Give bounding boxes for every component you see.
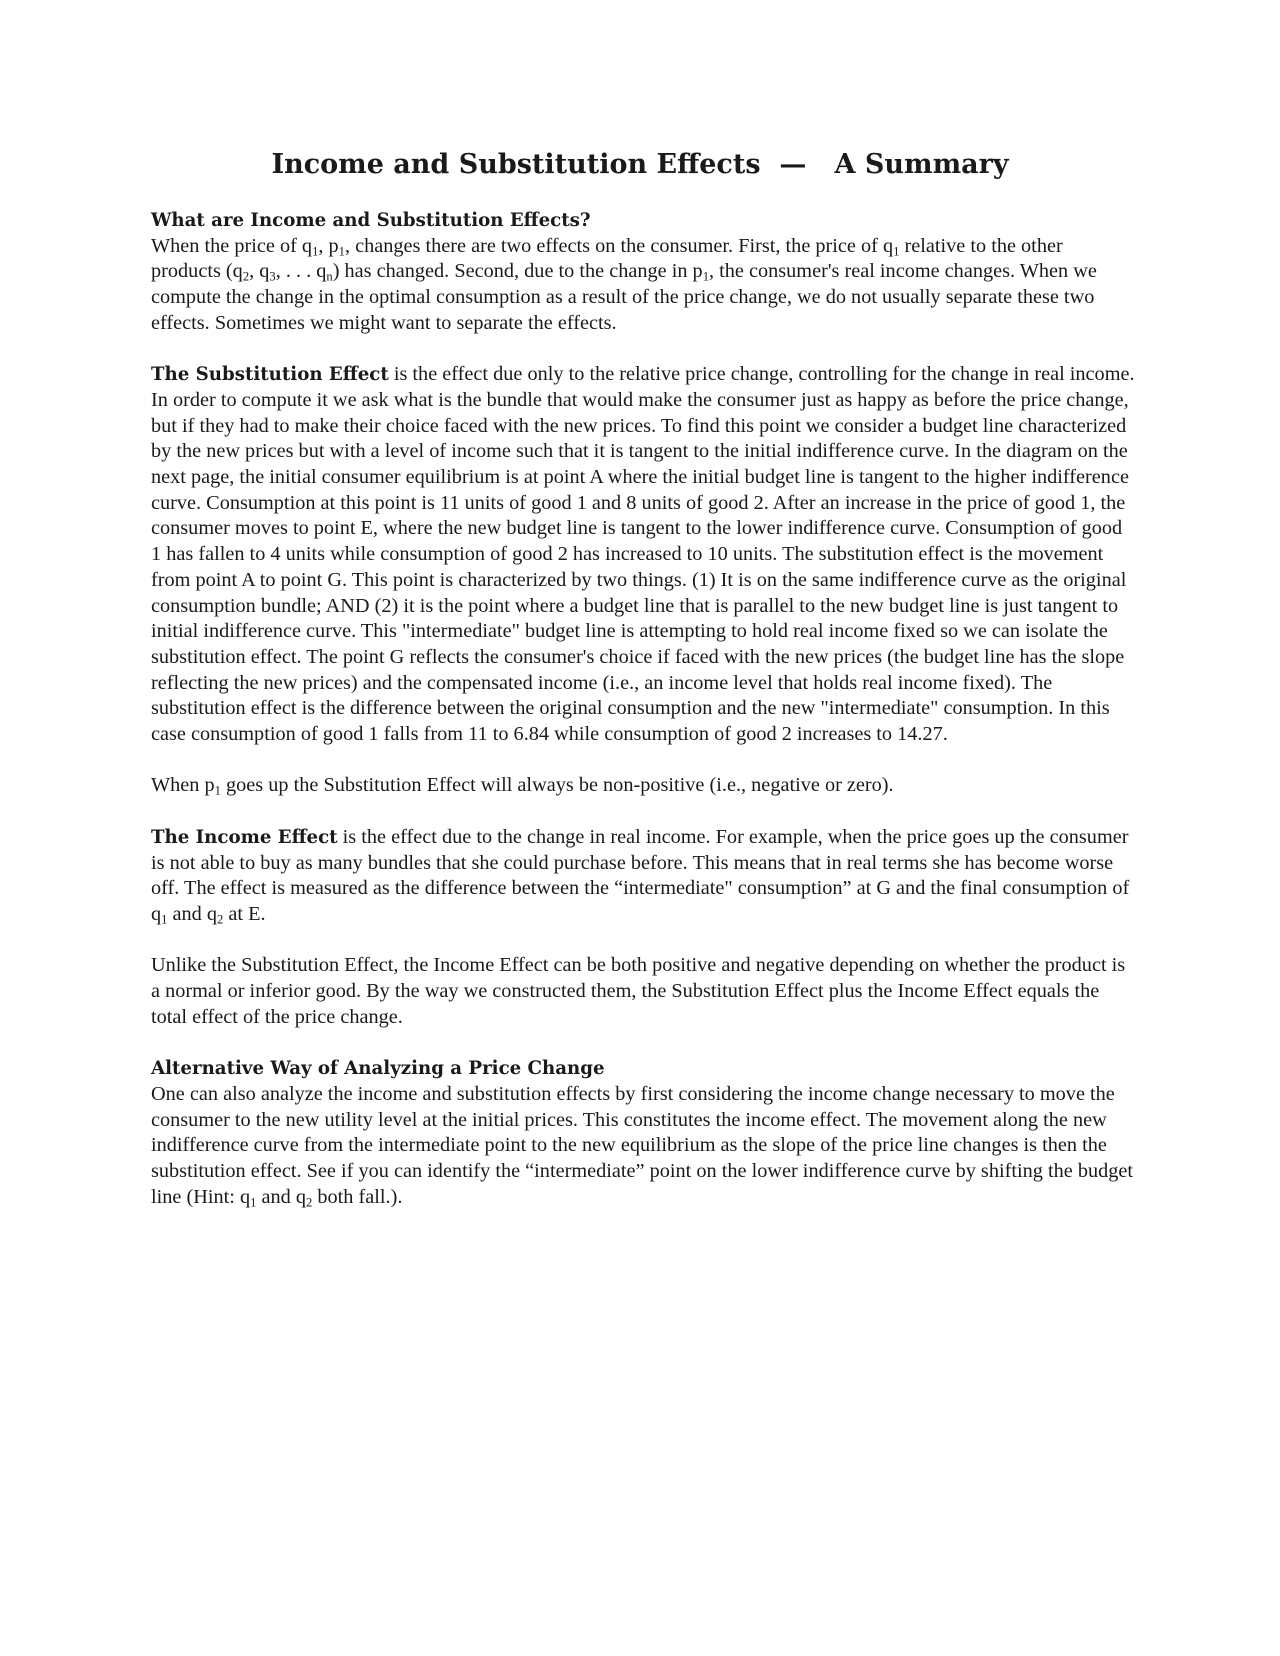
section-what-are-effects bbox=[151, 208, 1136, 337]
page-title: Income and Substitution Effects — A Summary bbox=[271, 149, 1009, 180]
body-text: Unlike the Substitution Effect, the Income Effect can be both positive and negative depending on whether the product is a normal or inferior good. By the way we constructed them, the Substitution Effect plus the Income Effect equals the total effect of the price change. bbox=[151, 954, 1126, 1028]
document-body bbox=[151, 208, 1136, 1236]
section-alternative-analysis bbox=[151, 1056, 1136, 1210]
subscript: 1 bbox=[250, 1195, 257, 1210]
subscript: 3 bbox=[269, 269, 276, 284]
body-text: One can also analyze the income and substitution effects by first considering the income change necessary to move the consumer to the new utility level at the initial prices. This constitutes the income effect. The movement along the new indifference curve from the intermediate point to the new equilibrium as the slope of the price line changes is then the substitution effect. See if you can identify the “intermediate” point on the lower indifference curve by shifting the budget line (Hint: q bbox=[151, 1082, 1134, 1208]
subscript: 2 bbox=[306, 1195, 313, 1210]
lead-term: The Substitution Effect bbox=[151, 364, 389, 386]
body-text: both fall.). bbox=[312, 1185, 403, 1208]
body-text: and q bbox=[167, 902, 218, 925]
subscript: 1 bbox=[312, 244, 319, 259]
section-heading: Alternative Way of Analyzing a Price Change bbox=[151, 1058, 605, 1080]
lead-term: The Income Effect bbox=[151, 826, 338, 848]
body-text: When p bbox=[151, 774, 215, 797]
subscript: 1 bbox=[893, 244, 900, 259]
subscript: 1 bbox=[702, 269, 709, 284]
body-text: , p bbox=[318, 234, 339, 257]
body-text: at E. bbox=[223, 902, 266, 925]
subscript: 1 bbox=[214, 783, 221, 798]
body-text: is the effect due to the change in real income. For example, when the price goes up the consumer is not able to buy as many bundles that she could purchase before. This means that in real terms she has become worse off. The effect is measured as the difference between the “intermediate" consumption” at G and the final consumption of q bbox=[151, 825, 1130, 925]
section-substitution-effect bbox=[151, 362, 1136, 748]
section-income-vs-substitution bbox=[151, 953, 1136, 1030]
body-text: relative to the other products (q bbox=[151, 234, 1063, 283]
body-text: , q bbox=[249, 260, 270, 283]
body-text: , the consumer's real income changes. When we compute the change in the optimal consumption as a result of the price change, we do not usually separate these two effects. Sometimes we might want to separate the effects. bbox=[151, 260, 1097, 334]
subscript: 2 bbox=[217, 912, 224, 927]
section-income-effect bbox=[151, 825, 1136, 928]
body-text: is the effect due only to the relative price change, controlling for the change in real income. In order to compute it we ask what is the bundle that would make the consumer just as happy as before the price change, but if they had to make their choice faced with the new prices. To find this point we consider a budget line characterized by the new prices but with a level of income such that it is tangent to the initial indifference curve. In the diagram on the next page, the initial consumer equilibrium is at point A where the initial budget line is tangent to the higher indifference curve. Consumption at this point is 11 units of good 1 and 8 units of good 2. After an increase in the price of good 1, the consumer moves to point E, where the new budget line is tangent to the lower indifference curve. Consumption of good 1 has fallen to 4 units while consumption of good 2 has increased to 10 units. The substitution effect is the movement from point A to point G. This point is characterized by two things. (1) It is on the same indifference curve as the original consumption bundle; AND (2) it is the point where a budget line that is parallel to the new budget line is just tangent to initial indifference curve. This "intermediate" budget line is attempting to hold real income fixed so we can isolate the substitution effect. The point G reflects the consumer's choice if faced with the new prices (the budget line has the slope reflecting the new prices) and the compensated income (i.e., an income level that holds real income fixed). The substitution effect is the difference between the original consumption and the new "intermediate" consumption. In this case consumption of good 1 falls from 11 to 6.84 while consumption of good 2 increases to 14.27. bbox=[151, 363, 1135, 746]
section-substitution-sign bbox=[151, 773, 1136, 799]
body-text: , changes there are two effects on the consumer. First, the price of q bbox=[344, 234, 894, 257]
subscript: 1 bbox=[338, 244, 345, 259]
body-text: When the price of q bbox=[151, 234, 313, 257]
body-text: , . . . q bbox=[275, 260, 327, 283]
subscript: n bbox=[326, 269, 333, 284]
subscript: 1 bbox=[161, 912, 168, 927]
body-text: and q bbox=[256, 1185, 307, 1208]
section-heading: What are Income and Substitution Effects? bbox=[151, 210, 591, 231]
subscript: 2 bbox=[242, 269, 250, 284]
body-text: ) has changed. Second, due to the change in p bbox=[332, 260, 703, 283]
body-text: goes up the Substitution Effect will always be non-positive (i.e., negative or zero). bbox=[220, 774, 894, 797]
